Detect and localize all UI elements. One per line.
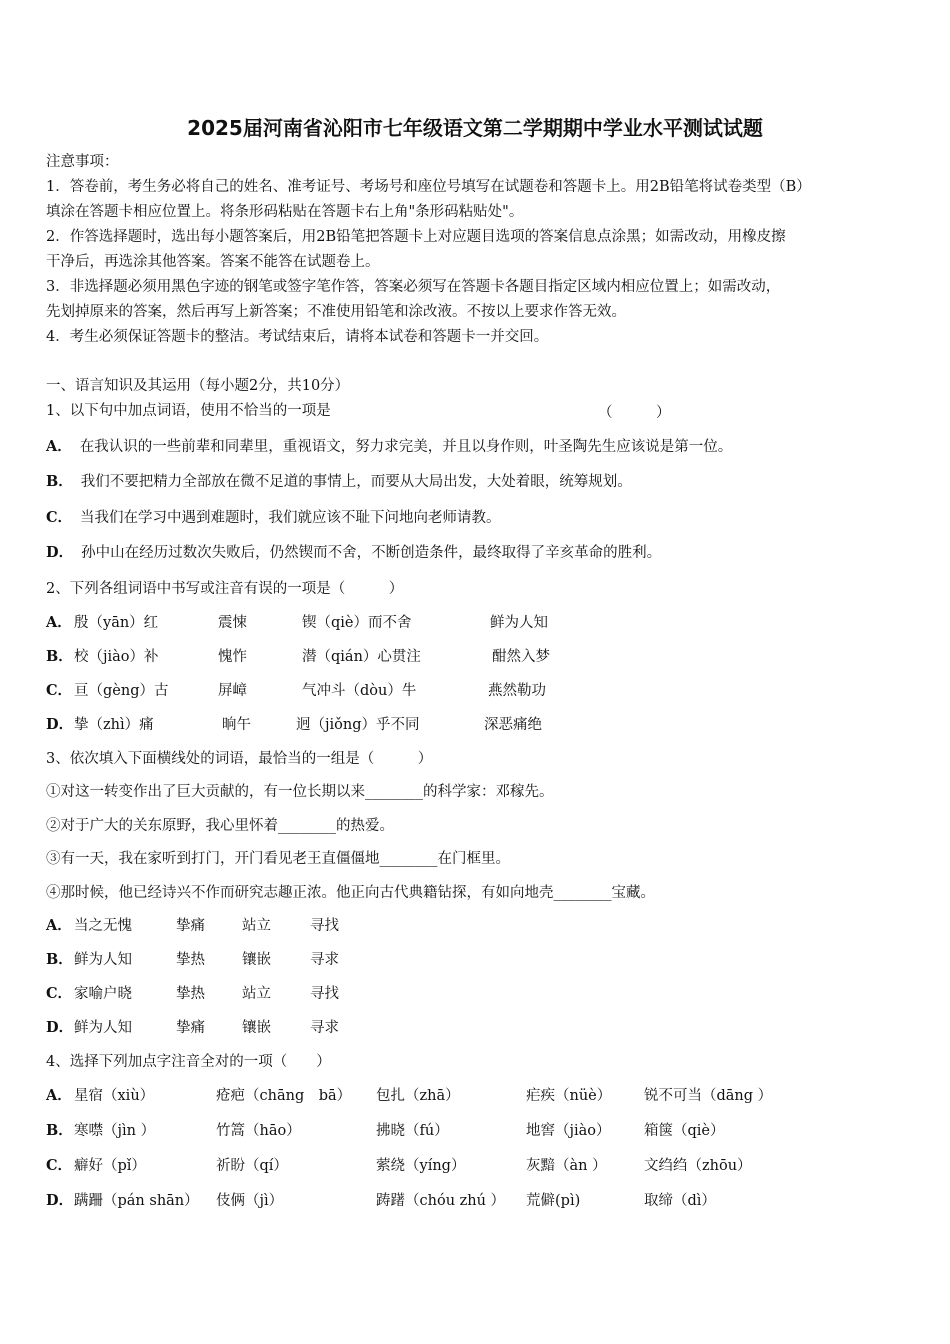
option-letter: C．	[46, 985, 73, 1002]
cell: 震悚	[218, 615, 247, 631]
cell: 鲜为人知	[74, 952, 132, 968]
cell: 气冲斗（dòu）牛	[302, 683, 417, 699]
cell: 蹒跚（pán shān）	[74, 1193, 199, 1209]
cell: 亘（gèng）古	[74, 683, 169, 699]
question-1-stem: 1、以下句中加点词语，使用不恰当的一项是	[46, 403, 331, 419]
notice-heading: 注意事项：	[46, 154, 119, 170]
cell: 锐不可当（dāng ）	[644, 1088, 773, 1104]
q3-sentence: ④那时候，他已经诗兴不作而研究志趣正浓。他正向古代典籍钻探，有如向地壳________宝藏。	[46, 885, 655, 901]
cell: 镶嵌	[242, 952, 271, 968]
cell: 拂晓（fú）	[376, 1123, 449, 1139]
option-letter: C．	[46, 509, 73, 526]
notice-line: 先划掉原来的答案，然后再写上新答案；不准使用铅笔和涂改液。不按以上要求作答无效。	[46, 304, 626, 320]
cell: 挚热	[176, 952, 205, 968]
question-2-stem: 2、下列各组词语中书写或注音有误的一项是（ ）	[46, 581, 404, 597]
cell: 殷（yān）红	[74, 615, 159, 631]
cell: 家喻户晓	[74, 986, 132, 1002]
cell: 锲（qiè）而不舍	[302, 615, 412, 631]
option-letter: D．	[46, 1019, 74, 1036]
cell: 地窖（jiào）	[526, 1123, 611, 1139]
option-text: 当我们在学习中遇到难题时，我们就应该不耻下问地向老师请教。	[80, 510, 501, 526]
option-letter: C．	[46, 682, 73, 699]
cell: 寻找	[310, 986, 339, 1002]
cell: 疟疾（nüè）	[526, 1088, 612, 1104]
cell: 星宿（xiù）	[74, 1088, 155, 1104]
cell: 箱箧（qiè）	[644, 1123, 725, 1139]
option-letter: B．	[46, 648, 73, 665]
notice-line: 填涂在答题卡相应位置上。将条形码粘贴在答题卡右上角"条形码粘贴处"。	[46, 204, 524, 220]
option-letter: D．	[46, 544, 74, 561]
cell: 潜（qián）心贯注	[302, 649, 421, 665]
question-3-stem: 3、依次填入下面横线处的词语，最恰当的一组是（ ）	[46, 751, 433, 767]
cell: 屏嶂	[218, 683, 247, 699]
q1-option-d	[46, 543, 661, 563]
cell: 鲜为人知	[74, 1020, 132, 1036]
notice-line: 3．非选择题必须用黑色字迹的钢笔或签字笔作答，答案必须写在答题卡各题目指定区域内相应位置上；如需改动，	[46, 279, 781, 295]
cell: 愧怍	[218, 649, 247, 665]
option-letter: D．	[46, 716, 74, 733]
option-letter: A．	[46, 1087, 72, 1104]
cell: 挚痛	[176, 918, 205, 934]
cell: 寻找	[310, 918, 339, 934]
cell: 取缔（dì）	[644, 1193, 716, 1209]
cell: 寒噤（jìn ）	[74, 1123, 156, 1139]
section-heading: 一、语言知识及其运用（每小题2分，共10分）	[46, 378, 350, 394]
answer-paren: （ ）	[598, 405, 671, 421]
cell: 晌午	[222, 717, 251, 733]
q1-option-c	[46, 508, 501, 528]
cell: 癖好（pǐ）	[74, 1158, 146, 1174]
cell: 疮疤（chāng bā）	[216, 1088, 352, 1104]
q3-sentence: ①对这一转变作出了巨大贡献的，有一位长期以来________的科学家：邓稼先。	[46, 784, 554, 800]
cell: 寻求	[310, 952, 339, 968]
cell: 包扎（zhā）	[376, 1088, 460, 1104]
cell: 迥（jiǒng）乎不同	[296, 717, 420, 733]
cell: 燕然勒功	[488, 683, 546, 699]
cell: 站立	[242, 918, 271, 934]
q1-option-b	[46, 472, 632, 492]
notice-line: 2．作答选择题时，选出每小题答案后，用2B铅笔把答题卡上对应题目选项的答案信息点涂黑；如需改动，用橡皮擦	[46, 229, 786, 245]
cell: 祈盼（qí）	[216, 1158, 288, 1174]
option-letter: A．	[46, 438, 72, 455]
cell: 酣然入梦	[492, 649, 550, 665]
cell: 挚（zhì）痛	[74, 717, 154, 733]
option-letter: B．	[46, 1122, 73, 1139]
option-letter: C．	[46, 1157, 73, 1174]
cell: 荒僻(pì)	[526, 1193, 581, 1209]
cell: 竹篙（hāo）	[216, 1123, 301, 1139]
q1-option-a	[46, 437, 732, 457]
question-4-stem: 4、选择下列加点字注音全对的一项（ ）	[46, 1054, 331, 1070]
exam-title: 2025届河南省沁阳市七年级语文第二学期期中学业水平测试试题	[187, 116, 763, 140]
q3-sentence: ②对于广大的关东原野，我心里怀着________的热爱。	[46, 818, 394, 834]
cell: 灰黯（àn ）	[526, 1158, 607, 1174]
cell: 当之无愧	[74, 918, 132, 934]
option-letter: B．	[46, 951, 73, 968]
q3-sentence: ③有一天，我在家听到打门，开门看见老王直僵僵地________在门框里。	[46, 851, 510, 867]
notice-line: 4．考生必须保证答题卡的整洁。考试结束后，请将本试卷和答题卡一并交回。	[46, 329, 549, 345]
cell: 深恶痛绝	[484, 717, 542, 733]
notice-line: 1．答卷前，考生务必将自己的姓名、准考证号、考场号和座位号填写在试题卷和答题卡上。用2B铅笔将试卷类型（B）	[46, 179, 811, 195]
cell: 鲜为人知	[490, 615, 548, 631]
option-text: 在我认识的一些前辈和同辈里，重视语文，努力求完美，并且以身作则，叶圣陶先生应该说是第一位。	[79, 439, 733, 455]
cell: 伎俩（jì）	[216, 1193, 284, 1209]
cell: 镶嵌	[242, 1020, 271, 1036]
option-letter: D．	[46, 1192, 74, 1209]
cell: 校（jiào）补	[74, 649, 159, 665]
cell: 文绉绉（zhōu）	[644, 1158, 752, 1174]
notice-line: 干净后，再选涂其他答案。答案不能答在试题卷上。	[46, 254, 380, 270]
cell: 站立	[242, 986, 271, 1002]
cell: 踌躇（chóu zhú ）	[376, 1193, 506, 1209]
option-text: 孙中山在经历过数次失败后，仍然锲而不舍，不断创造条件，最终取得了辛亥革命的胜利。	[81, 545, 662, 561]
cell: 寻求	[310, 1020, 339, 1036]
option-letter: A．	[46, 917, 72, 934]
cell: 挚痛	[176, 1020, 205, 1036]
cell: 萦绕（yíng）	[376, 1158, 466, 1174]
cell: 挚热	[176, 986, 205, 1002]
option-text: 我们不要把精力全部放在微不足道的事情上，而要从大局出发，大处着眼，统筹规划。	[80, 474, 632, 490]
option-letter: B．	[46, 473, 73, 490]
option-letter: A．	[46, 614, 72, 631]
